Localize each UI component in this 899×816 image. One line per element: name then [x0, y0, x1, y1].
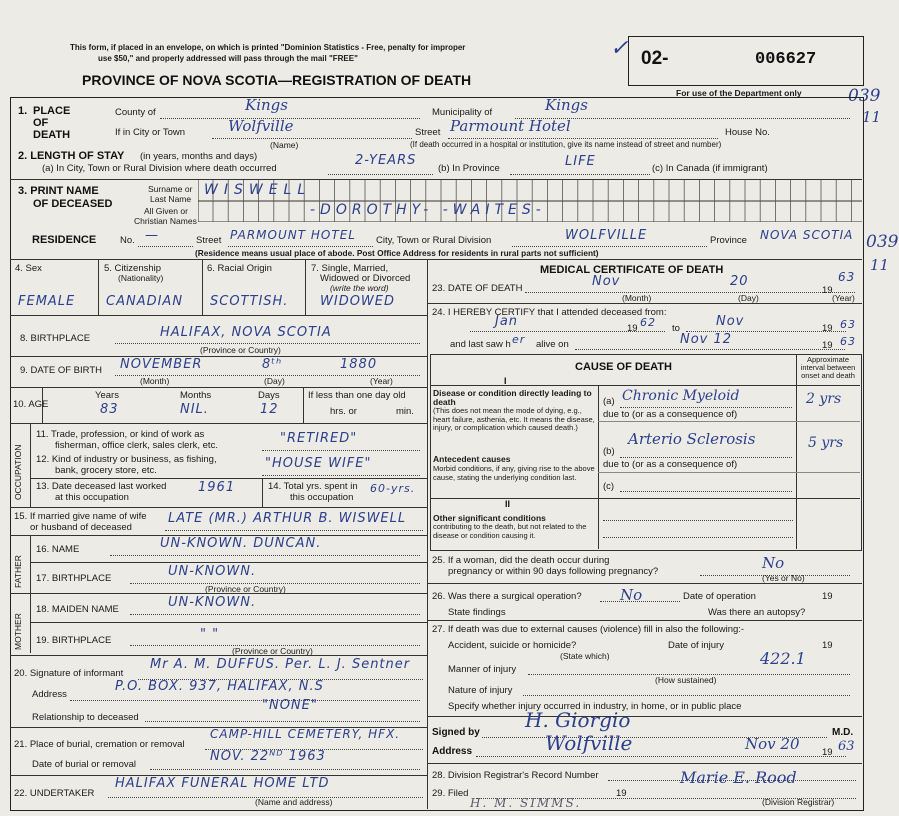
md-label: M.D.	[832, 727, 854, 738]
res-no-label: No.	[120, 235, 135, 246]
informant-address-value: P.O. BOX. 937, HALIFAX, N.S	[115, 679, 324, 694]
industry-label: 12. Kind of industry or business, as fishing,	[36, 454, 217, 465]
dob-day-hint: (Day)	[264, 376, 285, 386]
dob-day-value: 8ᵗʰ	[262, 357, 283, 372]
registration-number: 006627	[755, 50, 817, 69]
surgery-value: No	[620, 586, 643, 604]
res-street-label: Street	[196, 235, 222, 246]
trade-label-2: fisherman, office clerk, sales clerk, etc.	[55, 440, 218, 451]
father-birthplace-hint: (Province or Country)	[205, 584, 286, 594]
medical-title: MEDICAL CERTIFICATE OF DEATH	[540, 264, 724, 276]
specify-label: Specify whether injury occurred in industry, in home, or in public place	[448, 701, 742, 712]
christian-label: Christian Names	[134, 216, 197, 226]
res-province-value: NOVA SCOTIA	[760, 228, 854, 242]
last-worked-value: 1961	[198, 480, 236, 495]
mother-maiden-label: 18. MAIDEN NAME	[36, 604, 119, 615]
res-city-label: City, Town or Rural Division	[376, 235, 492, 246]
how-sustained-hint: (How sustained)	[655, 675, 717, 685]
alive-on-value: Nov 12	[680, 332, 733, 347]
cause-a-value: Chronic Myeloid	[622, 388, 740, 404]
death-day-value: 20	[730, 274, 749, 289]
interval-b-value: 5 yrs	[808, 435, 844, 451]
approx-interval-label: Approximate interval between onset and death	[800, 355, 856, 380]
citizenship-label: 5. Citizenship	[104, 263, 162, 274]
attended-to-prefix: 19	[822, 323, 833, 334]
cert-address-label: Address	[432, 746, 473, 757]
mother-birthplace-label: 19. BIRTHPLACE	[36, 635, 112, 646]
filed-year-prefix: 19	[616, 788, 627, 799]
s3-label-2: OF DECEASED	[33, 198, 113, 210]
res-province-label: Province	[710, 235, 747, 246]
last-saw-label: and last saw h	[450, 339, 511, 350]
manner-label: Manner of injury	[448, 664, 517, 675]
attended-from-year: 62	[640, 316, 656, 329]
state-findings-label: State findings	[448, 607, 506, 618]
res-street-value: PARMOUNT HOTEL	[230, 228, 356, 242]
informant-value: Mr A. M. DUFFUS. Per. L. J. Sentner	[150, 657, 411, 672]
burial-label: 21. Place of burial, cremation or removal	[14, 739, 185, 750]
last-worked-label-2: at this occupation	[55, 492, 129, 503]
birthplace-hint: (Province or Country)	[200, 345, 281, 355]
line-b-label: (b)	[603, 446, 615, 457]
s1-place: PLACE	[33, 105, 71, 117]
father-birthplace-label: 17. BIRTHPLACE	[36, 573, 112, 584]
undertaker-hint: (Name and address)	[255, 797, 333, 807]
s2c-label: (c) In Canada (if immigrant)	[652, 163, 768, 174]
house-no-label: House No.	[725, 127, 770, 138]
other-conditions-label: Other significant conditions	[433, 513, 546, 523]
s1-death: DEATH	[33, 129, 71, 141]
due-to-1: due to (or as a consequence of)	[603, 409, 738, 420]
date-op-prefix: 19	[822, 591, 833, 602]
municipality-value: Kings	[545, 96, 588, 114]
death-date-label: 23. DATE OF DEATH	[432, 283, 523, 294]
s1-number: 1.	[18, 105, 28, 117]
marital-value: WIDOWED	[320, 294, 396, 309]
attended-to-value: Nov	[716, 314, 745, 329]
pregnancy-hint: (Yes or No)	[762, 573, 805, 583]
given-names-value: -DOROTHY- -WAITES-	[310, 202, 546, 218]
alive-year-value: 63	[840, 335, 856, 348]
citizenship-value: CANADIAN	[106, 294, 184, 309]
age-label: 10. AGE	[13, 399, 49, 410]
age-months-value: NIL.	[180, 402, 209, 417]
margin-code-2: 11	[862, 108, 882, 126]
registration-prefix: 02-	[641, 48, 669, 69]
date-injury-label: Date of injury	[668, 640, 724, 651]
hrs-label: hrs. or	[330, 406, 357, 417]
occupation-side-label: OCCUPATION	[13, 444, 23, 500]
county-label: County of	[115, 107, 156, 118]
citizenship-hint: (Nationality)	[118, 273, 164, 283]
father-name-value: UN-KNOWN. DUNCAN.	[160, 536, 322, 551]
cause-b-value: Arterio Sclerosis	[628, 430, 756, 448]
spouse-label: 15. If married give name of wife	[14, 511, 147, 522]
attended-from-prefix: 19	[627, 323, 638, 334]
line-a-label: (a)	[603, 396, 615, 407]
lastname-label: Last Name	[150, 194, 192, 204]
relationship-value: "NONE"	[262, 698, 318, 713]
cert-date-value: Nov 20	[745, 735, 800, 753]
attended-to-year: 63	[840, 318, 856, 331]
death-day-hint: (Day)	[738, 293, 759, 303]
city-town-label: If in City or Town	[115, 127, 186, 138]
cert-year-prefix: 19	[822, 747, 833, 758]
margin-code-4: 11	[870, 256, 890, 274]
mother-maiden-value: UN-KNOWN.	[168, 595, 257, 610]
racial-value: SCOTTISH.	[210, 294, 289, 309]
external-causes-label: 27. If death was due to external causes (violence) fill in also the following:-	[432, 624, 745, 635]
total-years-label: 14. Total yrs. spent in	[268, 481, 358, 492]
residence-note: (Residence means usual place of abode. Post Office Address for residents in rural parts not sufficient)	[195, 248, 599, 258]
age-days-value: 12	[260, 402, 279, 417]
nature-label: Nature of injury	[448, 685, 513, 696]
dob-label: 9. DATE OF BIRTH	[20, 365, 102, 376]
industry-value: "HOUSE WIFE"	[265, 456, 372, 471]
min-label: min.	[396, 406, 414, 417]
autopsy-label: Was there an autopsy?	[708, 607, 806, 618]
line-c-label: (c)	[603, 481, 615, 492]
street-label: Street	[415, 127, 441, 138]
disease-hint: (This does not mean the mode of dying, e.g., heart failure, asthenia, etc. It means the disease, injury, or complication which caused death.)	[433, 406, 595, 432]
sex-value: FEMALE	[18, 294, 76, 309]
father-name-label: 16. NAME	[36, 544, 80, 555]
attended-to-label: to	[672, 323, 680, 334]
informant-address-label: Address	[32, 689, 67, 700]
cause-title: CAUSE OF DEATH	[575, 361, 672, 373]
surgery-label: 26. Was there a surgical operation?	[432, 591, 582, 602]
section-roman-1: I	[504, 376, 507, 386]
dob-month-value: NOVEMBER	[120, 357, 203, 372]
spouse-label-2: or husband of deceased	[30, 522, 132, 533]
s1-of: OF	[33, 117, 49, 129]
marital-hint: (write the word)	[330, 283, 389, 293]
burial-place-value: CAMP-HILL CEMETERY, HFX.	[210, 727, 401, 741]
death-year-hint: (Year)	[832, 293, 855, 303]
death-year-prefix: 19	[822, 285, 833, 296]
street-value: Parmount Hotel	[450, 117, 571, 135]
informant-label: 20. Signature of informant	[14, 668, 124, 679]
res-city-value: WOLFVILLE	[565, 228, 648, 243]
age-months-label: Months	[180, 390, 212, 401]
date-op-label: Date of operation	[683, 591, 756, 602]
death-month-value: Nov	[592, 274, 621, 289]
stay-city-value: 2-YEARS	[355, 153, 417, 168]
hospital-hint: (If death occurred in a hospital or institution, give its name instead of street and number)	[410, 140, 722, 149]
attended-from-value: Jan	[495, 314, 519, 329]
registrar-hint: (Division Registrar)	[762, 797, 835, 807]
signed-by-value: H. Giorgio	[525, 708, 631, 732]
spouse-value: LATE (MR.) ARTHUR B. WISWELL	[168, 511, 407, 526]
record-number-label: 28. Division Registrar's Record Number	[432, 770, 599, 781]
s2-hint: (in years, months and days)	[140, 151, 258, 162]
county-value: Kings	[245, 96, 288, 114]
form-title: PROVINCE OF NOVA SCOTIA—REGISTRATION OF DEATH	[82, 72, 472, 88]
registrar-value: Marie E. Rood	[680, 768, 797, 787]
death-month-hint: (Month)	[622, 293, 652, 303]
margin-code-3: 039	[866, 232, 899, 252]
given-label: All Given or	[144, 206, 188, 216]
undertaker-label: 22. UNDERTAKER	[14, 788, 95, 799]
dob-month-hint: (Month)	[140, 376, 170, 386]
s2a-label: (a) In City, Town or Rural Division where death occurred	[42, 163, 277, 174]
registration-number-box	[628, 36, 864, 86]
marital-label: 7. Single, Married,	[311, 263, 389, 274]
filed-label: 29. Filed	[432, 788, 469, 799]
postage-notice-line1: This form, if placed in an envelope, on which is printed "Dominion Statistics - Free, penalty for improper	[70, 43, 466, 52]
age-years-value: 83	[100, 402, 119, 417]
stay-province-value: LIFE	[565, 154, 596, 169]
other-conditions-hint: contributing to the death, but not related to the disease or condition causing it.	[433, 522, 587, 540]
pregnancy-value: No	[762, 554, 785, 572]
trade-label: 11. Trade, profession, or kind of work as	[36, 429, 205, 440]
antecedent-label: Antecedent causes	[433, 454, 511, 464]
mother-side-label: MOTHER	[13, 613, 23, 650]
birthplace-label: 8. BIRTHPLACE	[20, 333, 91, 344]
antecedent-hint: Morbid conditions, if any, giving rise to the above cause, stating the underlying condition last.	[433, 464, 595, 482]
dept-use-note: For use of the Department only	[676, 88, 802, 98]
mother-birthplace-value: " "	[200, 627, 220, 642]
industry-label-2: bank, grocery store, etc.	[55, 465, 157, 476]
postage-notice-line2: use $50," and properly addressed will pass through the mail "FREE"	[98, 54, 358, 63]
pregnancy-label-2: pregnancy or within 90 days following pregnancy?	[448, 566, 659, 577]
s3-label: 3. PRINT NAME	[18, 185, 99, 197]
father-birthplace-value: UN-KNOWN.	[168, 564, 257, 579]
check-mark: ✓	[610, 36, 629, 61]
bottom-filed-name: H. M. SIMMS.	[470, 796, 582, 810]
surname-label: Surname or	[148, 184, 193, 194]
interval-a-value: 2 yrs	[806, 391, 842, 407]
cert-year-value: 63	[838, 739, 855, 754]
less-day-label: If less than one day old	[308, 390, 406, 401]
relationship-label: Relationship to deceased	[32, 712, 139, 723]
age-days-label: Days	[258, 390, 280, 401]
cert-address-value: Wolfville	[545, 731, 633, 755]
section-roman-2: II	[505, 499, 511, 509]
s2-label: 2. LENGTH OF STAY	[18, 150, 125, 162]
date-injury-prefix: 19	[822, 640, 833, 651]
accident-label: Accident, suicide or homicide?	[448, 640, 577, 651]
residence-label: RESIDENCE	[32, 234, 97, 246]
state-which-hint: (State which)	[560, 651, 610, 661]
death-year-value: 63	[838, 270, 856, 284]
last-saw-value: er	[512, 333, 526, 346]
pregnancy-label: 25. If a woman, did the death occur during	[432, 555, 610, 566]
signed-by-label: Signed by	[432, 727, 480, 738]
s2b-label: (b) In Province	[438, 163, 500, 174]
burial-date-value: NOV. 22ᴺᴰ 1963	[210, 749, 326, 764]
municipality-label: Municipality of	[432, 107, 493, 118]
disease-label: Disease or condition directly leading to death	[433, 388, 592, 407]
res-no-value: —	[145, 228, 159, 243]
dob-year-value: 1880	[340, 357, 378, 372]
city-town-value: Wolfville	[228, 117, 294, 135]
mother-birthplace-hint: (Province or Country)	[232, 646, 313, 656]
trade-value: "RETIRED"	[280, 431, 358, 446]
racial-label: 6. Racial Origin	[207, 263, 272, 274]
undertaker-value: HALIFAX FUNERAL HOME LTD	[115, 776, 330, 791]
name-grid	[198, 180, 862, 222]
name-hint: (Name)	[270, 140, 299, 150]
birthplace-value: HALIFAX, NOVA SCOTIA	[160, 325, 332, 340]
age-years-label: Years	[95, 390, 119, 401]
last-worked-label: 13. Date deceased last worked	[36, 481, 167, 492]
alive-on-label: alive on	[536, 339, 569, 350]
burial-date-label: Date of burial or removal	[32, 759, 137, 770]
sex-label: 4. Sex	[15, 263, 42, 274]
marital-label-2: Widowed or Divorced	[320, 273, 411, 284]
total-years-value: 60-yrs.	[370, 482, 416, 495]
total-years-label-2: this occupation	[290, 492, 354, 503]
surname-value: WISWELL	[204, 182, 312, 198]
margin-code-1: 039	[848, 86, 881, 106]
due-to-2: due to (or as a consequence of)	[603, 459, 738, 470]
dob-year-hint: (Year)	[370, 376, 393, 386]
alive-year-prefix: 19	[822, 340, 833, 351]
injury-code-value: 422.1	[760, 649, 806, 668]
father-side-label: FATHER	[13, 555, 23, 588]
certify-label: 24. I HEREBY CERTIFY that I attended deceased from:	[432, 307, 667, 318]
